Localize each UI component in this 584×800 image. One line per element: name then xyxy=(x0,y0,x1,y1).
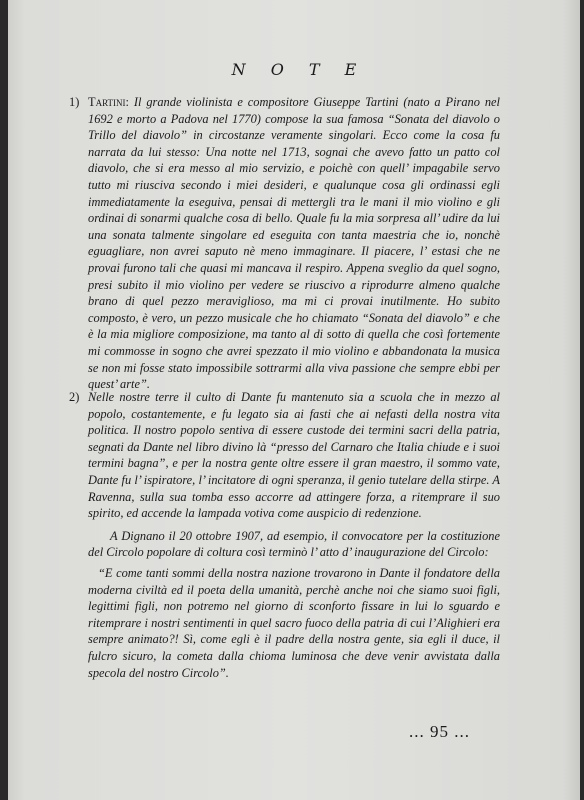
page-number: ... 95 ... xyxy=(409,722,470,741)
book-page xyxy=(8,0,580,800)
note-number: 1) xyxy=(69,95,80,109)
note-2 xyxy=(69,389,500,681)
note-text: Il grande violinista e compositore Giuseppe Tartini (nato a Pirano nel 1692 e morto a Padova nel 1770) compose la sua famosa “Sonata del diavolo o Trillo del diavolo” in circostanze veramente singolari. Ecco come la cosa fu narrata da lui stesso: Una notte nel 1713, sognai che avevo fatto un patto col diavolo, che si era messo al mio servizio, e poichè con quell’ impagabile servo tutto mi riusciva secondo i miei desideri, e qualunque cosa gli ordinassi egli immediatamente la eseguiva, pensai di mettergli tra le mani il mio violino e gli ordinai di sonarmi qualche cosa di bello. Quale fu la mia sorpresa all’ udire da lui una sonata talmente singolare ed eseguita con tanta maestria che io, nonchè eguagliare, non avrei saputo nè meno immaginare. Il piacere, l’ estasi che ne provai furono tali che quasi mi mancava il respiro. Appena sveglio da quel sogno, presi subito il mio violino per vedere se riuscivo a riprodurre almeno qualche brano di quel pezzo meraviglioso, ma mi ci provai inutilmente. Ho subito composto, è vero, un pezzo musicale che ho chiamato “Sonata del diavolo” e che è la mia migliore composizione, ma tanto al di sotto di quella che così fortemente mi commosse in sogno che avrei spezzato il mio violino e abbandonata la musica se non mi fosse stato impossibile sottrarmi alla viva passione che sempre ebbi per quest’ arte”. xyxy=(88,95,500,392)
note-1 xyxy=(69,94,500,393)
note-number: 2) xyxy=(69,390,80,404)
note-paragraph: A Dignano il 20 ottobre 1907, ad esempio, il convocatore per la costituzione del Circolo popolare di coltura così terminò l’ atto d’ inaugurazione del Circolo: xyxy=(88,528,500,560)
note-quote: “E come tanti sommi della nostra nazione trovarono in Dante il fondatore della moderna civiltà ed il poeta della umanità, perchè anche noi che siamo suoi figli, legittimi figli, non potremo nel giorno di sconforto fissare in lui lo sguardo e ritemprare i nostri sentimenti in quel sacro fuoco della patria di cui l’Alighieri era sempre animato?! Sì, come egli è il padre della nostra gente, sia egli il duce, il fulcro sicuro, la cometa dalla chioma luminosa che deve venir avvistata dalla specola del nostro Circolo”. xyxy=(88,565,500,680)
page-title: N O T E xyxy=(231,60,367,79)
note-name: Tartini: xyxy=(88,95,129,109)
note-text: Nelle nostre terre il culto di Dante fu mantenuto sia a scuola che in mezzo al popolo, costantemente, e fu legato sia ai fasti che ai nefasti della nostra vita politica. Il nostro popolo sentiva di essere custode dei termini sacri della patria, segnati da Dante nel libro divino là “presso del Carnaro che Italia chiude e i suoi termini bagna”, e per la nostra gente oltre essere il gran maestro, il sommo vate, Dante fu l’ ispiratore, l’ incitatore di ogni speranza, il genio tutelare della stirpe. A Ravenna, sulla sua tomba esso accorre ad attingere forza, a ritemprare il suo spirito, ed accende la lampada votiva come auspicio di redenzione. xyxy=(88,390,500,521)
